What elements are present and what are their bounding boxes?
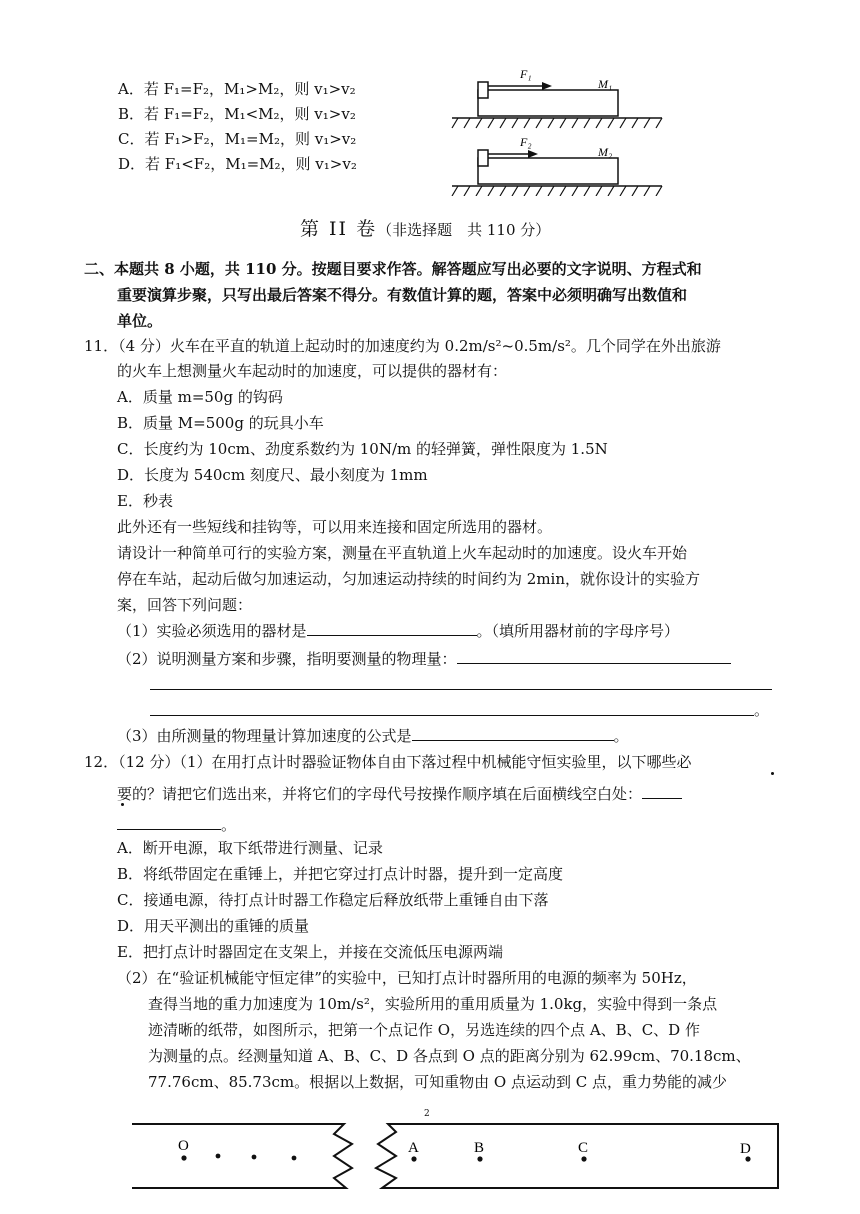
q12-line3-end: 。 bbox=[221, 816, 237, 834]
q11-sub-3 bbox=[117, 723, 629, 749]
option-letter: A． bbox=[118, 80, 144, 98]
option-text: 若 F₁=F₂，M₁>M₂，则 v₁>v₂ bbox=[143, 80, 356, 98]
q12-stem-line-2-text: 要的？请把它们选出来，并将它们的字母代号按操作顺序填在后面横线空白处： bbox=[117, 785, 643, 803]
section-title bbox=[300, 214, 550, 241]
tape-dot-a bbox=[411, 1156, 416, 1161]
answer-rule-2b[interactable] bbox=[150, 715, 754, 716]
mass-label-top: M₁ bbox=[598, 77, 613, 91]
q11-sub2-end: 。 bbox=[754, 701, 770, 719]
tape-dot-o bbox=[181, 1155, 186, 1160]
tape-label-d: D bbox=[740, 1141, 751, 1157]
sub1-prompt: （1）实验必须选用的器材是 bbox=[117, 622, 307, 640]
q12-part2-line-5: 77.76cm、85.73cm。根据以上数据，可知重物由 O 点运动到 C 点，重力势能的减少 bbox=[148, 1073, 727, 1091]
mass-label-bottom: M₂ bbox=[598, 145, 613, 159]
q12-item-c: C．接通电源，待打点计时器工作稳定后释放纸带上重锤自由下落 bbox=[117, 891, 549, 909]
q10-option-c bbox=[118, 126, 356, 152]
section-subtitle: （非选择题 共 110 分） bbox=[377, 221, 551, 239]
tape-label-a: A bbox=[408, 1140, 419, 1156]
q11-design-line-1: 请设计一种简单可行的实验方案，测量在平直轨道上火车起动时的加速度。设火车开始 bbox=[117, 544, 688, 562]
instructions-line-1: 二、本题共 8 小题，共 110 分。按题目要求作答。解答题应写出必要的文字说明、方程式和 bbox=[84, 260, 702, 278]
q11-item-a: A．质量 m=50g 的钩码 bbox=[117, 388, 283, 406]
tape-dot-b bbox=[477, 1156, 482, 1161]
q12-part2-line-4: 为测量的点。经测量知道 A、B、C、D 各点到 O 点的距离分别为 62.99cm、70.18cm、 bbox=[148, 1047, 751, 1065]
force-label-bottom: F₂ bbox=[520, 135, 532, 149]
sub1-note: 。（填所用器材前的字母序号） bbox=[476, 622, 680, 640]
answer-blank-3[interactable] bbox=[412, 723, 614, 741]
q12-part2-line-2: 查得当地的重力加速度为 10m/s²，实验所用的重用质量为 1.0kg，实验中得到一条点 bbox=[148, 995, 718, 1013]
tape-dot-d bbox=[745, 1156, 750, 1161]
q11-item-b: B．质量 M=500g 的玩具小车 bbox=[117, 414, 324, 432]
q11-design-line-2: 停在车站，起动后做匀加速运动，匀加速运动持续的时间约为 2min，就你设计的实验方 bbox=[117, 570, 700, 588]
option-letter: B． bbox=[118, 105, 145, 123]
force-label-top: F₁ bbox=[520, 67, 532, 81]
tape-dot bbox=[216, 1154, 221, 1159]
block-force-figure bbox=[450, 62, 710, 196]
q11-stem-line-1: 11．（4 分）火车在平直的轨道上起动时的加速度约为 0.2m/s²~0.5m/s²。几个同学在外出旅游 bbox=[84, 337, 721, 355]
q11-item-e: E．秒表 bbox=[117, 492, 173, 510]
sub3-prompt: （3）由所测量的物理量计算加速度的公式是 bbox=[117, 727, 412, 745]
bottom-block-diagram bbox=[452, 135, 662, 196]
answer-blank-1[interactable] bbox=[307, 618, 477, 636]
ground-hatch-bottom bbox=[452, 186, 662, 196]
paper-tape-figure bbox=[126, 1116, 786, 1196]
q12-stem-line-2 bbox=[117, 781, 682, 807]
tape-label-o: O bbox=[178, 1138, 189, 1154]
emphasis-dot bbox=[771, 772, 774, 775]
q12-stem-line-1: 12．（12 分）（1）在用打点计时器验证物体自由下落过程中机械能守恒实验里，以下哪些必 bbox=[84, 753, 692, 771]
option-text: 若 F₁<F₂，M₁=M₂，则 v₁>v₂ bbox=[145, 155, 357, 173]
answer-blank-2[interactable] bbox=[457, 646, 731, 664]
ground-hatch-top bbox=[452, 118, 662, 128]
emphasis-dot bbox=[121, 803, 124, 806]
q10-option-a bbox=[118, 76, 356, 102]
sub3-end: 。 bbox=[613, 727, 629, 745]
q12-part2-line-3: 迹清晰的纸带，如图所示，把第一个点记作 O，另选连续的四个点 A、B、C、D 作 bbox=[148, 1021, 700, 1039]
q10-option-b bbox=[118, 101, 356, 127]
q11-extra: 此外还有一些短线和挂钩等，可以用来连接和固定所选用的器材。 bbox=[117, 518, 553, 536]
q11-item-d: D．长度为 540cm 刻度尺、最小刻度为 1mm bbox=[117, 466, 428, 484]
q12-part2-line-1: （2）在“验证机械能守恒定律”的实验中，已知打点计时器所用的电源的频率为 50Hz， bbox=[117, 969, 697, 987]
q11-sub-2 bbox=[117, 646, 731, 672]
tape-dot bbox=[252, 1155, 257, 1160]
q11-item-c: C．长度约为 10cm、劲度系数约为 10N/m 的轻弹簧，弹性限度为 1.5N bbox=[117, 440, 608, 458]
q12-item-a: A．断开电源，取下纸带进行测量、记录 bbox=[117, 839, 383, 857]
q10-option-d bbox=[118, 151, 357, 177]
tape-label-b: B bbox=[474, 1140, 485, 1156]
sub2-prompt: （2）说明测量方案和步骤，指明要测量的物理量： bbox=[117, 650, 457, 668]
answer-blank-4a[interactable] bbox=[642, 781, 682, 799]
q11-design-line-3: 案，回答下列问题： bbox=[117, 596, 253, 614]
q12-item-e: E．把打点计时器固定在支架上，并接在交流低压电源两端 bbox=[117, 943, 503, 961]
section-title-main: 第 II 卷 bbox=[300, 218, 378, 240]
tape-right-piece bbox=[376, 1124, 778, 1188]
option-text: 若 F₁>F₂，M₁=M₂，则 v₁>v₂ bbox=[144, 130, 357, 148]
q11-sub-1 bbox=[117, 618, 679, 644]
q12-item-d: D．用天平测出的重锤的质量 bbox=[117, 917, 310, 935]
q12-item-b: B．将纸带固定在重锤上，并把它穿过打点计时器，提升到一定高度 bbox=[117, 865, 564, 883]
option-text: 若 F₁=F₂，M₁<M₂，则 v₁>v₂ bbox=[144, 105, 356, 123]
tape-label-c: C bbox=[578, 1140, 589, 1156]
tape-dot bbox=[292, 1156, 297, 1161]
q11-stem-line-2: 的火车上想测量火车起动时的加速度，可以提供的器材有： bbox=[117, 362, 508, 380]
answer-blank-4b[interactable] bbox=[117, 812, 221, 830]
option-letter: C． bbox=[118, 130, 145, 148]
top-block-diagram bbox=[452, 67, 662, 128]
instructions-line-3: 单位。 bbox=[117, 312, 163, 330]
tape-left-piece bbox=[132, 1124, 352, 1188]
instructions-line-2: 重要演算步聚，只写出最后答案不得分。有数值计算的题，答案中必须明确写出数值和 bbox=[117, 286, 688, 304]
answer-rule-2a[interactable] bbox=[150, 689, 772, 690]
option-letter: D． bbox=[118, 155, 146, 173]
tape-dot-c bbox=[581, 1156, 586, 1161]
page-mark: 2 bbox=[424, 1109, 430, 1119]
